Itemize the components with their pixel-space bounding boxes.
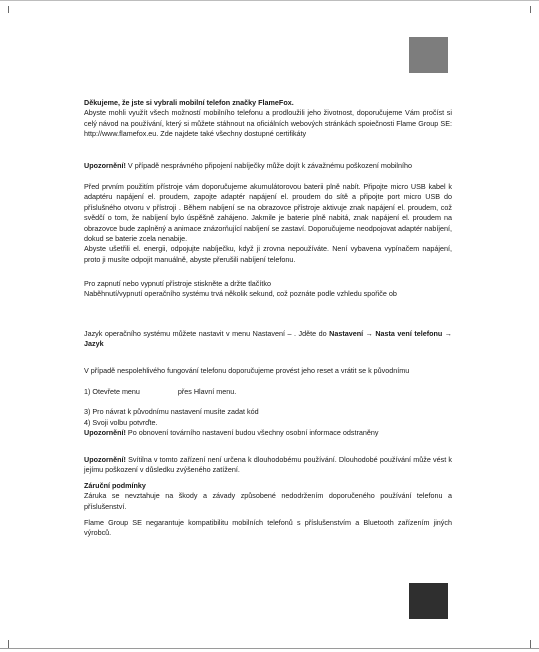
power-line-2: Naběhnutí/vypnutí operačního systému trvá několik sekund, což poznáte podle vzhledu spořiče ob bbox=[84, 289, 397, 299]
crop-mark bbox=[8, 6, 9, 13]
language-text bbox=[84, 329, 452, 350]
reset-section bbox=[84, 366, 452, 376]
charger-warning bbox=[84, 161, 452, 171]
reset-steps bbox=[84, 387, 452, 439]
warning-lead: Upozornění! bbox=[84, 428, 126, 438]
power-section bbox=[84, 279, 452, 300]
language-path: Nastavení → Nasta vení telefonu → Jazyk bbox=[84, 329, 452, 349]
reset-step-1: 1) Otevřete menu přes Hlavní menu. bbox=[84, 387, 237, 396]
flashlight-warning-text bbox=[84, 455, 452, 476]
reset-text: V případě nespolehlivého fungování telefonu doporučujeme provést jeho reset a vrátit se k původnímu bbox=[84, 366, 410, 375]
reset-step-4: 4) Svoji volbu potvrďte. bbox=[84, 417, 158, 427]
intro-title: Děkujeme, že jste si vybrali mobilní telefon značky FlameFox. bbox=[84, 98, 294, 107]
warning-lead: Upozornění! bbox=[84, 455, 126, 464]
charging-section bbox=[84, 182, 452, 265]
warning-text: Svítilna v tomto zařízení není určena k dlouhodobému používání. Dlouhodobé používání může vést k jejímu poškození v důsledku zvýšeného zatížení. bbox=[84, 455, 452, 475]
compatibility-section bbox=[84, 518, 452, 539]
intro-body: Abyste mohli využít všech možností mobilního telefonu a prodloužili jeho životnost, doporučujeme Vám pročíst si celý návod na používání, který si můžete stáhnout na oficiálních webových stránkách spoiečnosti Flame Group SE: http://www.flamefox.eu. Zde najdete také všechny dostupné certifikáty bbox=[84, 108, 452, 139]
charger-warning-line bbox=[84, 161, 452, 171]
header-tab-marker bbox=[409, 37, 448, 73]
reset-warning bbox=[84, 428, 452, 438]
page-top-edge bbox=[0, 0, 539, 1]
reset-step-3: 3) Pro návrat k původnímu nastavení musíte zadat kód bbox=[84, 407, 259, 417]
page-number-marker bbox=[409, 583, 448, 619]
flashlight-warning bbox=[84, 455, 452, 476]
warning-text: V případě nesprávného připojení nabíječky může dojít k závažnému poškození mobilního bbox=[125, 161, 412, 170]
language-section bbox=[84, 329, 452, 350]
warranty-text: Záruka se nevztahuje na škody a závady způsobené nedodržením doporučeného používání telefonu a příslušenství. bbox=[84, 491, 452, 511]
page-bottom-edge bbox=[0, 648, 539, 649]
crop-mark bbox=[8, 640, 9, 648]
crop-mark bbox=[530, 6, 531, 13]
charging-text-2: Abyste ušetřili el. energii, odpojujte nabíječku, když ji zrovna nepoužíváte. Není vybavena vypínačem napájení, proto ji musíte odpojit manuálně, abyste přerušili nabíjení telefonu. bbox=[84, 244, 452, 264]
language-text-a: Jazyk operačního systému můžete nastavit v menu Nastavení – . Jděte do bbox=[84, 329, 330, 338]
crop-mark bbox=[530, 640, 531, 648]
intro-section bbox=[84, 98, 452, 140]
charging-text: Před prvním použitím přístroje vám doporučujeme akumulátorovou baterii plně nabít. Připojte micro USB kabel k adaptéru napájení el. proudem, zapojte adaptér napájení el. proudem do sítě a připojte port micro USB do příslušného otvoru v přístroji . Během nabíjení se na obrazovce přístroje aktivuje znak napájení el. proudem, což svědčí o tom, že nabíjení bylo úspěšně zahájeno. Jakmile je baterie plně nabitá, znak napájení el. proudem na obrazovce bude zaplněný a animace znázorňující nabíjení se zastaví. Doporučujeme neodpojovat adaptér nabíjení, dokud se baterie zcela nenabije. bbox=[84, 182, 452, 244]
compatibility-text: Flame Group SE negarantuje kompatibilitu mobilních telefonů s příslušenstvím a Bluetooth zařízením jiných výrobců. bbox=[84, 518, 452, 538]
power-line-1: Pro zapnutí nebo vypnutí přístroje stiskněte a držte tlačítko bbox=[84, 279, 271, 288]
warning-lead: Upozornění! bbox=[84, 161, 126, 170]
warning-text: Po obnovení továrního nastavení budou všechny osobní informace odstraněny bbox=[125, 428, 379, 438]
warranty-title: Záruční podmínky bbox=[84, 481, 146, 490]
warranty-section bbox=[84, 481, 452, 512]
